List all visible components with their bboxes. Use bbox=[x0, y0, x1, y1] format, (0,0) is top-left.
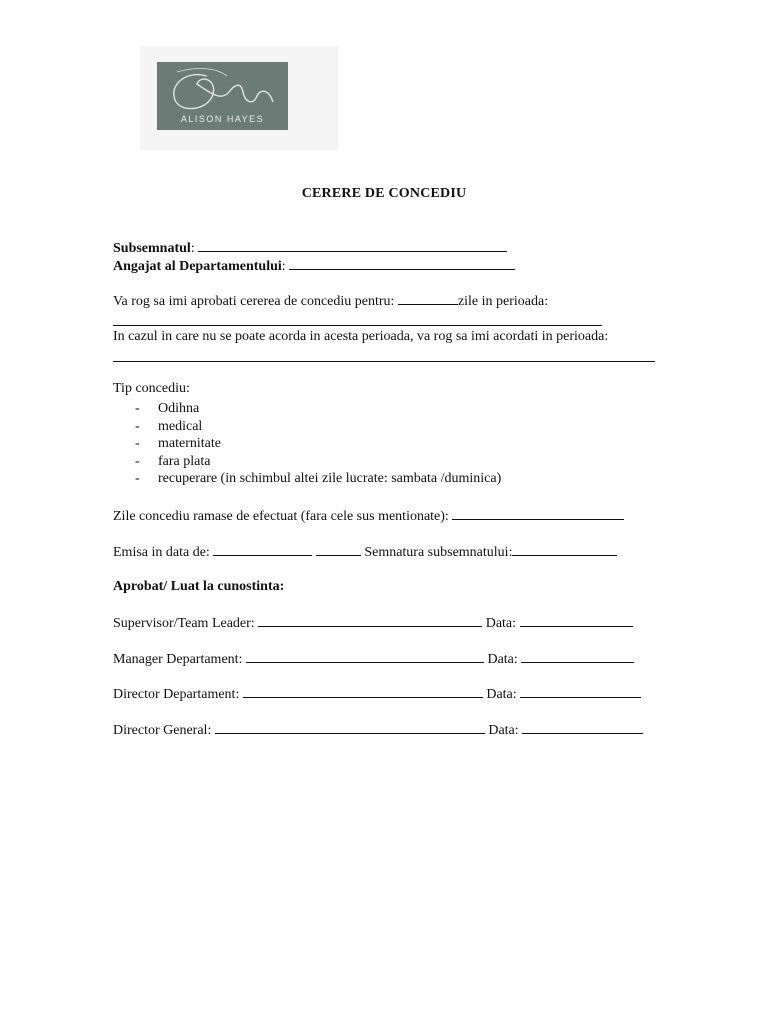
approver-date-field[interactable] bbox=[520, 615, 633, 627]
bullet-dash: - bbox=[135, 436, 140, 451]
approver-row bbox=[113, 615, 633, 632]
approver-label: Manager Departament: bbox=[113, 652, 246, 667]
alt-perioada-field[interactable] bbox=[113, 361, 655, 362]
emisa-date-field[interactable] bbox=[213, 544, 312, 556]
subsemnatul-field[interactable] bbox=[198, 240, 507, 252]
colon: : bbox=[190, 241, 195, 256]
approver-label: Supervisor/Team Leader: bbox=[113, 616, 259, 631]
list-item-label: maternitate bbox=[158, 436, 221, 451]
colon: : bbox=[281, 259, 286, 274]
data-label: Data: bbox=[484, 723, 523, 738]
company-logo bbox=[140, 46, 338, 150]
bullet-dash: - bbox=[135, 418, 140, 434]
list-item-label: medical bbox=[158, 418, 203, 434]
approver-date-field[interactable] bbox=[520, 686, 641, 698]
list-item-label: Odihna bbox=[158, 401, 200, 416]
logo-text: ALISON HAYES bbox=[180, 114, 265, 124]
request-line bbox=[113, 293, 548, 310]
data-label: Data: bbox=[482, 687, 521, 702]
approver-row bbox=[113, 686, 641, 703]
semnatura-field[interactable] bbox=[512, 544, 617, 556]
subsemnatul-line bbox=[113, 240, 507, 257]
emisa-year-field[interactable] bbox=[316, 544, 361, 556]
logo-plate bbox=[157, 62, 288, 130]
subsemnatul-label: Subsemnatul bbox=[113, 241, 191, 256]
approver-label: Director Departament: bbox=[113, 687, 243, 702]
angajat-label: Angajat al Departamentului bbox=[113, 259, 282, 274]
list-item-label: fara plata bbox=[158, 453, 211, 469]
zile-ramase-label: Zile concediu ramase de efectuat (fara cele sus mentionate): bbox=[113, 509, 453, 524]
alt-period-text: In cazul in care nu se poate acorda in acesta perioada, va rog sa imi acordati in perioada: bbox=[113, 329, 609, 344]
request-text: Va rog sa imi aprobati cererea de concediu pentru: bbox=[113, 294, 398, 309]
tip-concediu-label: Tip concediu: bbox=[113, 381, 190, 396]
angajat-line bbox=[113, 258, 515, 275]
approver-row bbox=[113, 651, 634, 668]
bullet-dash: - bbox=[135, 401, 140, 416]
list-item-label: recuperare (in schimbul altei zile lucrate: sambata /duminica) bbox=[158, 471, 502, 486]
zile-ramase-field[interactable] bbox=[452, 508, 624, 520]
bullet-dash: - bbox=[135, 471, 140, 486]
data-label: Data: bbox=[482, 616, 520, 631]
bullet-dash: - bbox=[135, 453, 140, 469]
approver-date-field[interactable] bbox=[522, 722, 643, 734]
semnatura-label: Semnatura subsemnatului: bbox=[360, 545, 513, 560]
departament-field[interactable] bbox=[289, 258, 515, 270]
zile-field[interactable] bbox=[398, 293, 458, 305]
emisa-line bbox=[113, 544, 617, 561]
approver-label: Director General: bbox=[113, 723, 215, 738]
approver-date-field[interactable] bbox=[521, 651, 634, 663]
emisa-label: Emisa in data de: bbox=[113, 545, 214, 560]
aprobat-heading: Aprobat/ Luat la cunostinta: bbox=[113, 579, 285, 594]
alt-period-line bbox=[113, 329, 608, 345]
approver-signature-field[interactable] bbox=[246, 651, 484, 663]
approver-row bbox=[113, 722, 643, 739]
perioada-field[interactable] bbox=[113, 325, 602, 326]
data-label: Data: bbox=[483, 652, 522, 667]
request-text-after: zile in perioada: bbox=[457, 294, 549, 309]
approver-signature-field[interactable] bbox=[215, 722, 485, 734]
approver-signature-field[interactable] bbox=[258, 615, 482, 627]
zile-ramase-line bbox=[113, 508, 624, 525]
document-title: CERERE DE CONCEDIU bbox=[301, 186, 467, 201]
approver-signature-field[interactable] bbox=[243, 686, 483, 698]
